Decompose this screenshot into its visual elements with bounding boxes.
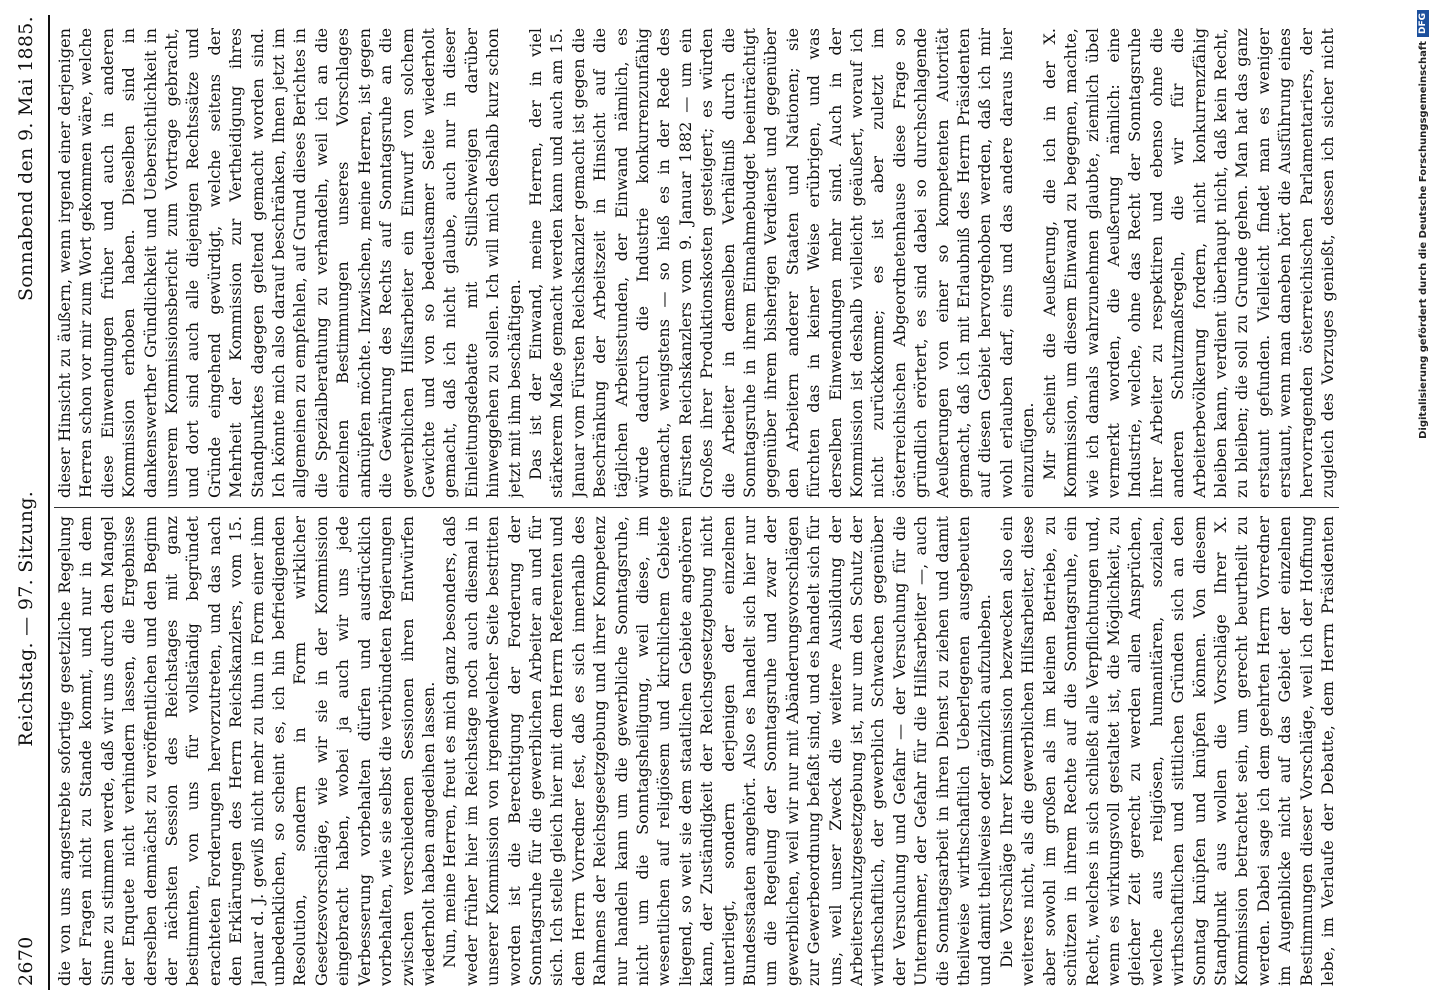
credit-strip (1416, 10, 1430, 990)
digitization-credit: Digitalisierung gefördert durch die Deutsche Forschungsgemeinschaft (1417, 41, 1429, 439)
column-divider (54, 507, 1339, 508)
session-title: Reichstag. — 97. Sitzung. (15, 490, 37, 747)
paragraph: dieser Hinsicht zu äußern, wenn irgend einer derjenigen Herren schon vor mir zum Wort gekommen wäre, welche diese Einwendungen früher und auch in anderen Kommission erhoben haben. Dieselben sind in dankenswerther Gründlichkeit und Uebersichtlichkeit in unserem Kommissionsbericht zum Vortrage gebracht, und dort sind auch alle diejenigen Rechtssätze und Gründe eingehend gewürdigt, welche seitens der Mehrheit der Kommission zur Vertheidigung ihres Standpunktes dagegen geltend gemacht worden sind. Ich könnte mich also darauf beschränken, Ihnen jetzt im allgemeinen zu empfehlen, auf Grund dieses Berichtes in die Spezialberathung zu verhandeln, weil ich an die einzelnen Bestimmungen unseres Vorschlages anknüpfen möchte. Inzwischen, meine Herren, ist gegen die Gewährung des Rechts auf Sonntagsruhe an die gewerblichen Hilfsarbeiter ein Einwurf von solchem Gewichte und von so bedeutsamer Seite wiederholt gemacht, daß ich nicht glaube, auch nur in dieser Einleitungsdebatte mit Stillschweigen darüber hinweggehen zu sollen. Ich will mich deshalb kurz schon jetzt mit ihm beschäftigen. (55, 28, 524, 498)
page-number: 2670 (15, 936, 37, 986)
header-rule (48, 15, 50, 990)
paragraph: Nun, meine Herren, freut es mich ganz besonders, daß weder früher hier im Reichstage noch auch diesmal in unserer Kommission von irgendwelcher Seite bestritten worden ist die Berechtigung der Forderung der Sonntagsruhe für die gewerblichen Arbeiter an und für sich. Ich stelle gleich hier mit dem Herrn Referenten und dem Herrn Vorredner fest, daß es sich innerhalb des Rahmens der Reichsgesetzgebung und ihrer Kompetenz nur handeln kann um die gewerbliche Sonntagsruhe, nicht um die Sonntagsheiligung, weil diese, im wesentlichen auf religiösem und kirchlichem Gebiete liegend, so weit sie dem staatlichen Gebiete angehören kann, der Zuständigkeit der Reichsgesetzgebung nicht unterliegt, sondern derjenigen der einzelnen Bundesstaaten angehört. Also es handelt sich hier nur um die Regelung der Sonntagsruhe und zwar der gewerblichen, weil wir nur mit Abänderungsvorschlägen zur Gewerbeordnung befaßt sind, und es handelt sich für uns, weil unser Zweck die weitere Ausbildung der Arbeiterschutzgesetzgebung ist, nur um den Schutz der wirthschaftlich, der gewerblich Schwachen gegenüber der Versuchung und Gefahr — der Versuchung für die Unternehmer, der Gefahr für die Hilfsarbeiter —, auch die Sonntagsarbeit in ihren Dienst zu ziehen und damit theilweise wirthschaftlich Ueberlegenen ausgebeuten und damit theilweise oder gänzlich aufzuheben. (440, 516, 995, 986)
newspaper-page (8, 0, 1348, 1000)
paragraph: Das ist der Einwand, meine Herren, der in viel stärkerem Maße gemacht werden kann und auch am 15. Januar vom Fürsten Reichskanzler gemacht ist gegen die Beschränkung der Arbeitszeit in Hinsicht auf die täglichen Arbeitsstunden, der Einwand nämlich, es würde dadurch die Industrie konkurrenzunfähig gemacht, wenigstens — so hieß es in der Rede des Fürsten Reichskanzlers vom 9. Januar 1882 — um ein Großes ihrer Produktionskosten gesteigert; es würden die Arbeiter in demselben Verhältniß durch die Sonntagsruhe in ihrem Einnahmebudget beeinträchtigt gegenüber ihrem bisherigen Verdienst und gegenüber den Arbeitern anderer Staaten und Nationen; sie fürchten das in keiner Weise erübrigen, und was derselben Einwendungen mehr sind. Auch in der Kommission ist deshalb vielleicht geäußert, worauf ich nicht zurückkomme; es ist aber zuletzt im österreichischen Abgeordnetenhause diese Frage so gründlich erörtert, es sind dabei so durchschlagende Aeußerungen von einer so kompetenten Autorität gemacht, daß ich mit Erlaubniß des Herrn Präsidenten auf diesen Gebiet hervorgehoben werden, daß ich mir wohl erlauben darf, eins und das andere daraus hier einzufügen. (525, 28, 1038, 498)
session-date: Sonnabend den 9. Mai 1885. (15, 16, 37, 302)
paragraph: die von uns angestrebte sofortige gesetzliche Regelung der Fragen nicht zu Stande kommt, und nur in dem Sinne zu stimmen werde, daß wir uns durch den Mangel der Enquete nicht verhindern lassen, die Ergebnisse derselben demnächst zu veröffentlichen und den Beginn der nächsten Session des Reichstages mit ganz bestimmten, von uns für vollständig begründet erachteten Forderungen hervorzutreten, und das nach den Erklärungen des Herrn Reichskanzlers, vom 15. Januar d. J. gewiß nicht mehr zu thun in Form einer ihm unbedenklichen, so scheint es, ich hin befriedigenden Resolution, sondern in Form wirklicher Gesetzesvorschläge, wie wir sie in der Kommission eingebracht haben, wobei ja auch wir uns jede Verbesserung vorbehalten dürfen und ausdrücklich vorbehalten, wie sie selbst die verbündeten Regierungen zwischen verschiedenen Sessionen ihren Entwürfen wiederholt haben angedeihen lassen. (55, 516, 438, 986)
text-column-right (54, 28, 1339, 498)
page-header (8, 16, 44, 986)
paragraph: Mir scheint die Aeußerung, die ich in der X. Kommission, um diesem Einwand zu begegnen, machte, wie ich damals wahrzunehmen glaubte, ziemlich übel vermerkt worden, die Aeußerung nämlich: eine Industrie, welche, ohne das Recht der Sonntagsruhe ihrer Arbeiter zu respektiren und ebenso ohne die anderen Schutzmaßregeln, die wir für die Arbeiterbevölkerung fordern, nicht konkurrenzfähig bleiben kann, verdient überhaupt nicht, daß kein Recht, zu bleiben; die soll zu Grunde gehen. Man hat das ganz erstaunt gefunden. Vielleicht findet man es weniger erstaunt, wenn man daneben hört die Ausführung eines hervorragenden österreichischen Parlamentariers, der zugleich des Vorzuges genießt, dessen ich sicher nicht (1039, 28, 1337, 498)
dfg-logo: DFG (1417, 10, 1429, 37)
paragraph: Die Vorschläge Ihrer Kommission bezwecken also ein weiteres nicht, als die gewerblichen Hilfsarbeiter, diese aber sowohl im großen als im kleinen Betriebe, zu schützen in ihrem Rechte auf die Sonntagsruhe, ein Recht, welches in sich schließt alle Verpflichtungen und, wenn es wirkungsvoll gestaltet ist, die Möglichkeit, zu gleicher Zeit gerecht zu werden allen Ansprüchen, welche aus religiösen, humanitären, sozialen, wirthschaftlichen und sittlichen Gründen sich an den Sonntag knüpfen und knüpfen können. Von diesem Standpunkt aus wollen die Vorschläge Ihrer X. Kommission betrachtet sein, um gerecht beurtheilt zu werden. Dabei sage ich dem geehrten Herrn Vorredner im Augenblicke nicht auf das Gebiet der einzelnen Bestimmungen dieser Vorschläge, weil ich der Hoffnung lebe, im Verlaufe der Debatte, dem Herrn Präsidenten (996, 516, 1337, 986)
text-column-left (54, 516, 1339, 986)
